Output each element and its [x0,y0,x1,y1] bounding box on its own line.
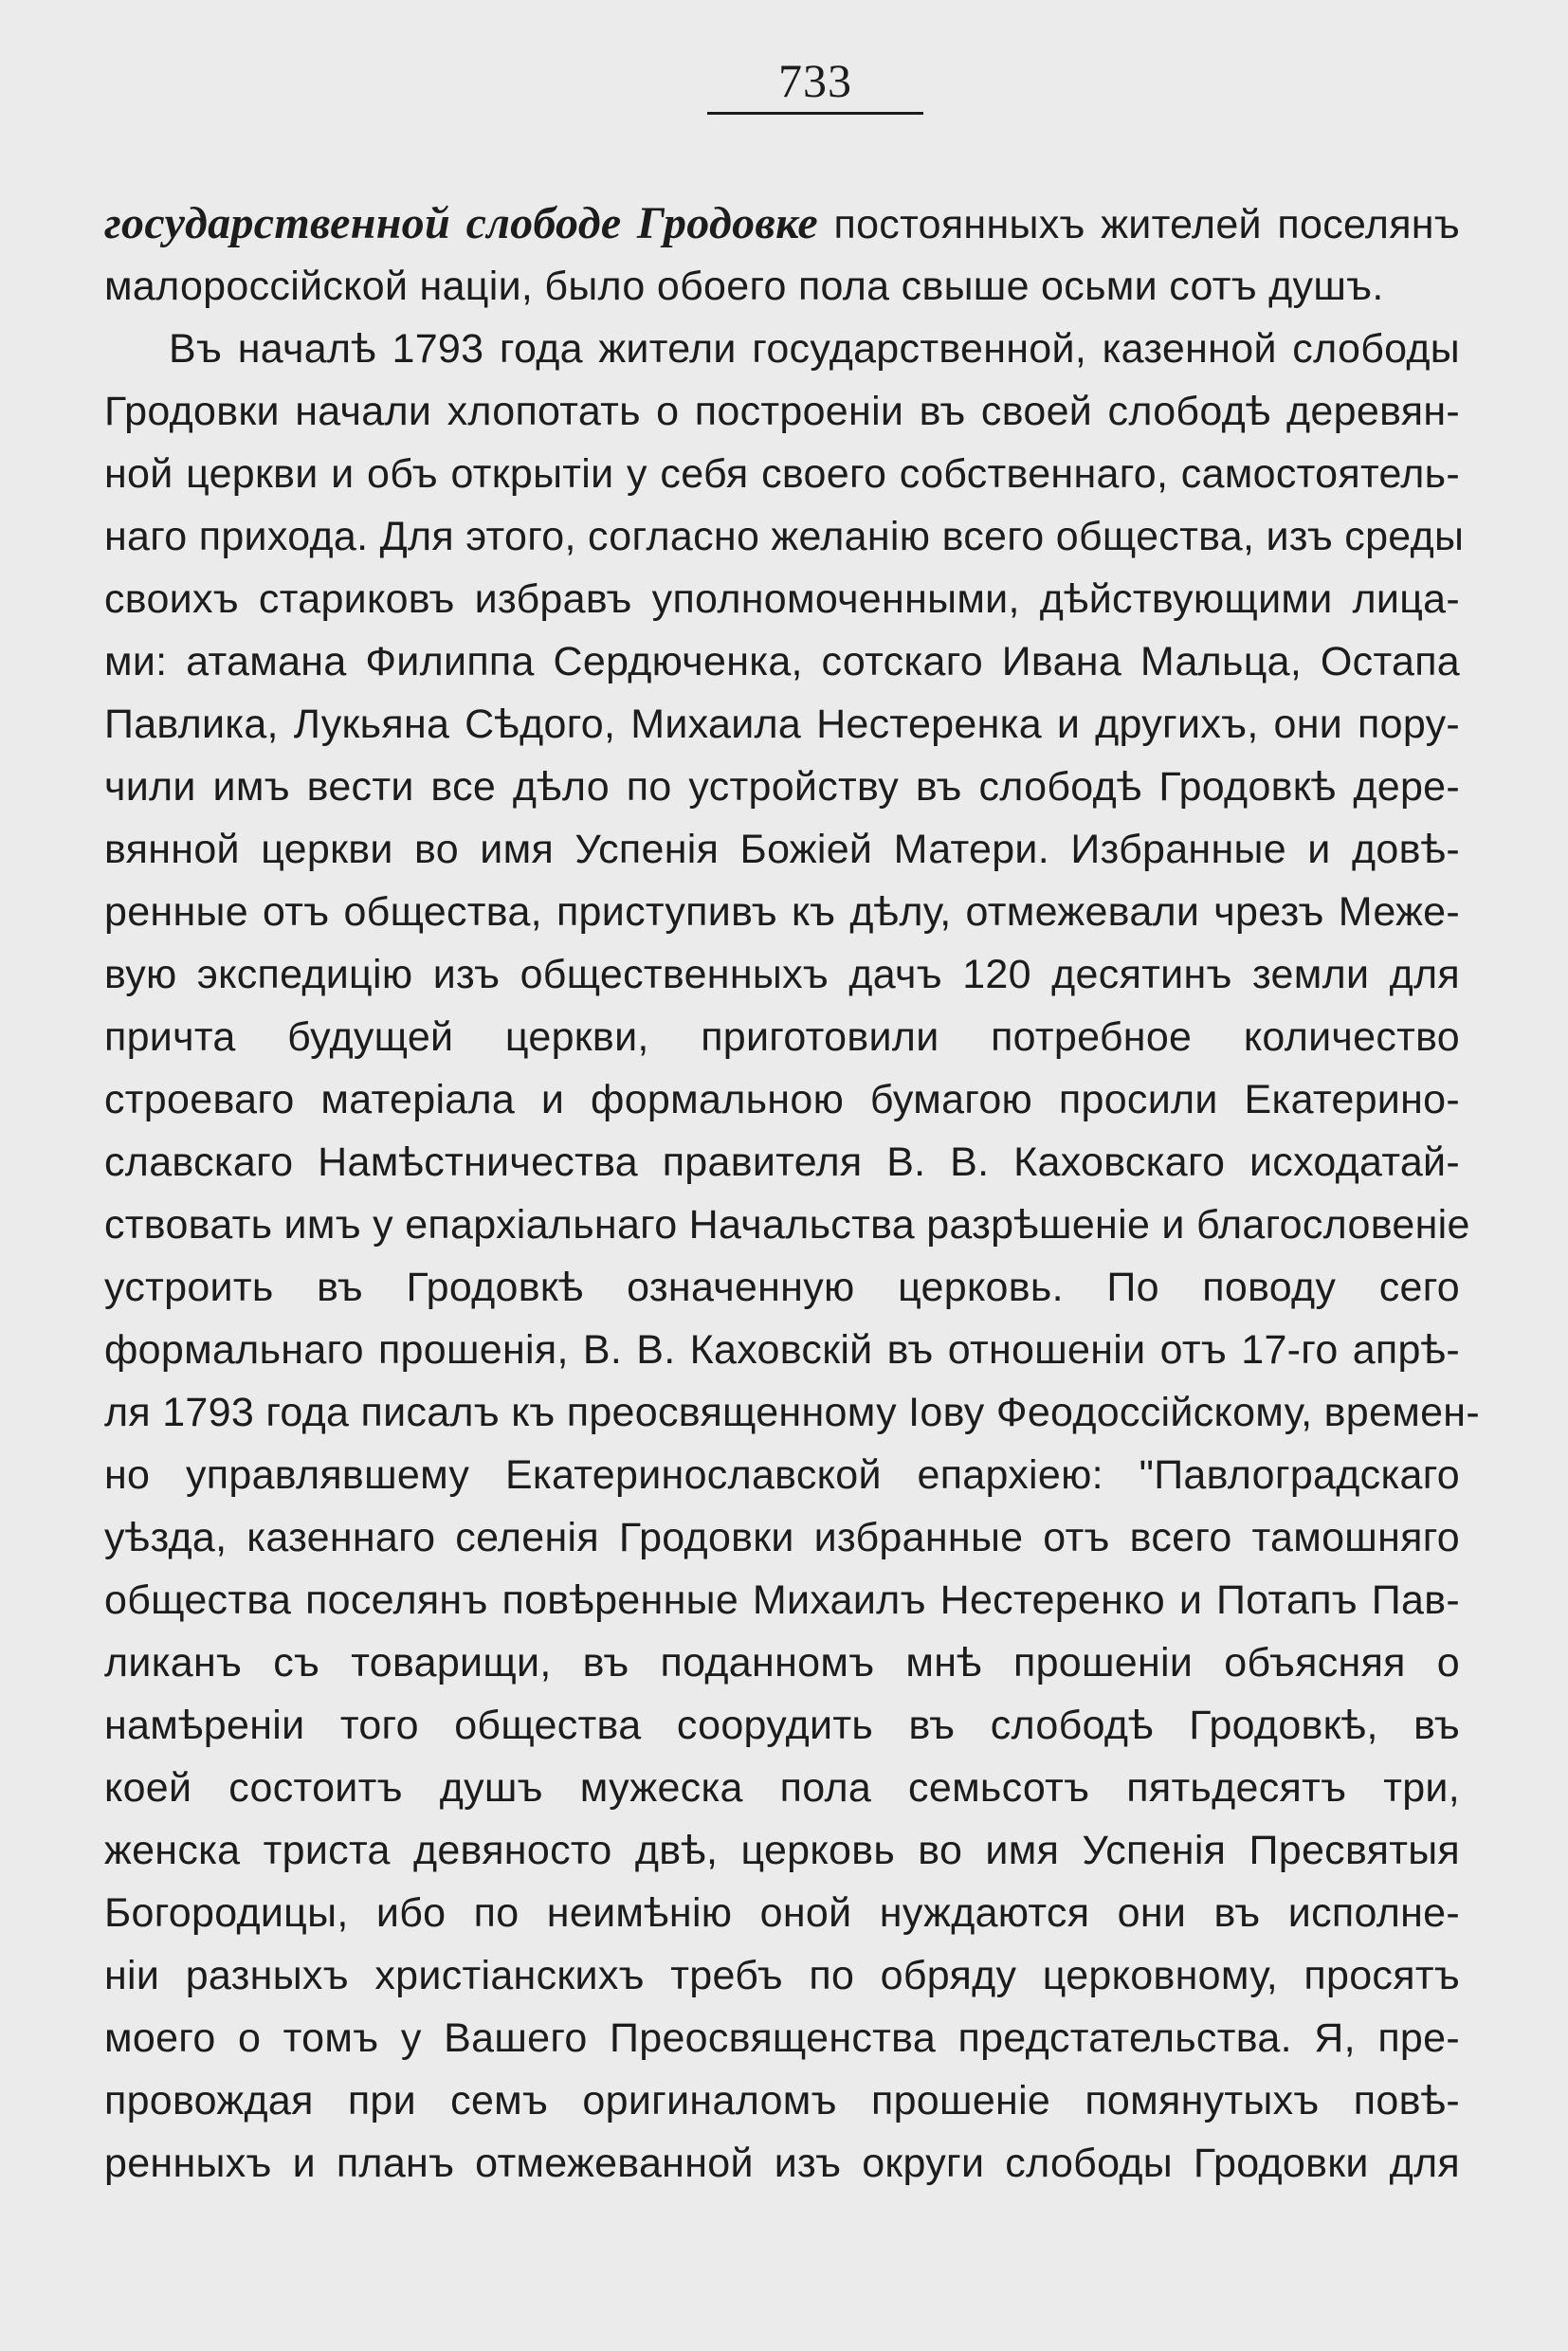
text-line-5: ной церкви и объ открытіи у себя своего собственнаго, самостоятель- [104,451,1460,497]
text-line-28: Богородицы, ибо по неимѣнію оной нуждаются они въ исполне- [104,1890,1460,1936]
text-line-10: чили имъ вести все дѣло по устройству въ слободѣ Гродовкѣ дере- [104,764,1460,810]
text-line-14: причта будущей церкви, приготовили потребное количество [104,1014,1460,1060]
text-line-21: но управлявшему Екатеринославской епархіею: "Павлоградскаго [104,1452,1460,1498]
text-line-15: строеваго матеріала и формальною бумагою просили Екатерино- [104,1077,1460,1122]
text-line-12: ренные отъ общества, приступивъ къ дѣлу, отмежевали чрезъ Меже- [104,889,1460,935]
body-text [104,192,1480,2195]
text-line-1-rest: постоянныхъ жителей поселянъ [817,202,1460,247]
text-line-24: ликанъ съ товарищи, въ поданномъ мнѣ прошеніи объясняя о [104,1640,1460,1686]
text-line-32: ренныхъ и планъ отмежеванной изъ округи слободы Гродовки для [104,2141,1460,2186]
text-line-17: ствовать имъ у епархіальнаго Начальства разрѣшеніе и благословеніе [104,1202,1470,1248]
text-line-29: ніи разныхъ христіанскихъ требъ по обряду церковному, просятъ [104,1953,1460,1998]
text-line-8: ми: атамана Филиппа Сердюченка, сотскаго Ивана Мальца, Остапа [104,639,1460,684]
text-line-30: моего о томъ у Вашего Преосвященства предстательства. Я, пре- [104,2015,1460,2061]
italic-place-name: государственной слободе Гродовке [104,198,818,248]
page-number-rule [707,112,923,115]
text-line-20: ля 1793 года писалъ къ преосвященному Іову Феодоссійскому, времен- [104,1390,1480,1435]
text-line-11: вянной церкви во имя Успенія Божіей Матери. Избранные и довѣ- [104,827,1460,872]
text-line-1 [104,192,1460,255]
text-line-9: Павлика, Лукьяна Сѣдого, Михаила Нестеренка и другихъ, они пору- [104,702,1460,747]
page-header [654,52,976,115]
text-line-2: малороссійской націи, было обоего пола свыше осьми сотъ душъ. [104,264,1384,309]
text-line-16: славскаго Намѣстничества правителя В. В. Каховскаго исходатай- [104,1139,1460,1185]
text-line-7: своихъ стариковъ избравъ уполномоченными, дѣйствующими лица- [104,576,1460,622]
text-line-3: Въ началѣ 1793 года жители государственной, казенной слободы [169,326,1460,372]
text-line-19: формальнаго прошенія, В. В. Каховскій въ отношеніи отъ 17-го апрѣ- [104,1327,1460,1373]
text-line-18: устроить въ Гродовкѣ означенную церковь. По поводу сего [104,1265,1460,1310]
text-line-4: Гродовки начали хлопотать о построеніи въ своей слободѣ деревян- [104,389,1460,434]
book-page [104,52,1480,2308]
text-line-31: провождая при семъ оригиналомъ прошеніе помянутыхъ повѣ- [104,2078,1460,2123]
text-line-13: вую экспедицію изъ общественныхъ дачъ 120 десятинъ земли для [104,952,1460,997]
text-line-23: общества поселянъ повѣренные Михаилъ Нестеренко и Потапъ Пав- [104,1577,1460,1623]
text-line-25: намѣреніи того общества соорудить въ слободѣ Гродовкѣ, въ [104,1703,1460,1748]
text-line-26: коей состоитъ душъ мужеска пола семьсотъ пятьдесятъ три, [104,1765,1460,1811]
text-line-27: женска триста девяносто двѣ, церковь во имя Успенія Пресвятыя [104,1828,1460,1873]
text-line-22: уѣзда, казеннаго селенія Гродовки избранные отъ всего тамошняго [104,1515,1460,1560]
text-line-6: наго прихода. Для этого, согласно желанію всего общества, изъ среды [104,514,1465,559]
page-number: 733 [778,54,852,107]
